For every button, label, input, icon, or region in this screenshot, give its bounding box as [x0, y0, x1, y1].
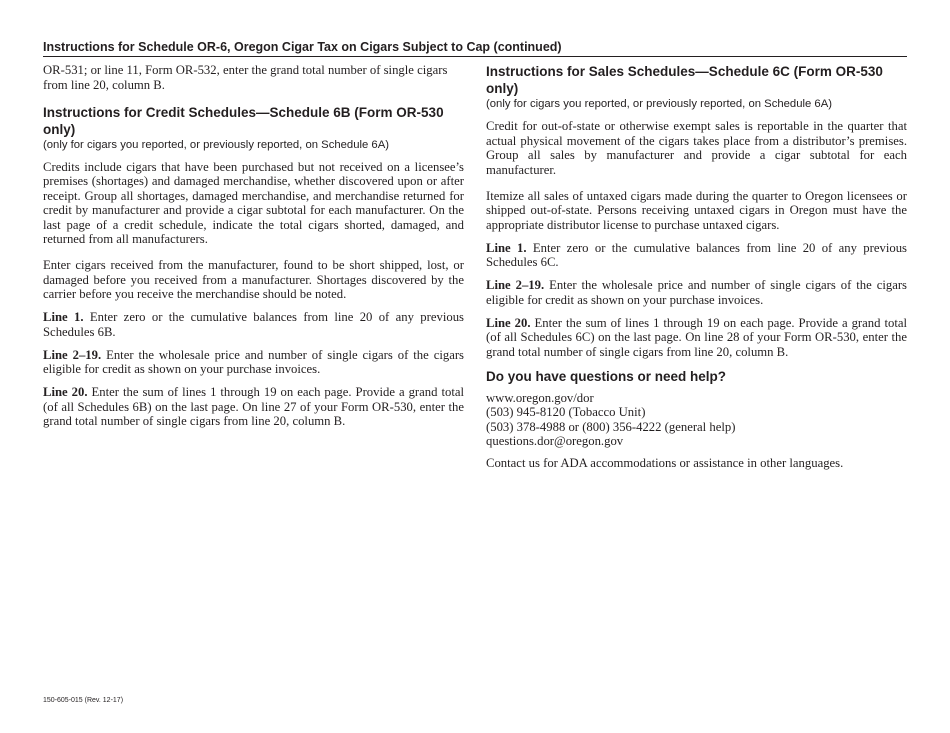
continuation-paragraph: OR-531; or line 11, Form OR-532, enter the grand total number of single cigars from line 20, column B. — [43, 63, 448, 92]
line-text: Enter the wholesale price and number of single cigars of the cigars eligible for credit as shown on your purchase invoices. — [486, 278, 907, 307]
page-header-title: Instructions for Schedule OR-6, Oregon Cigar Tax on Cigars Subject to Cap (continued) — [43, 40, 907, 57]
line-label: Line 20. — [43, 385, 88, 399]
line-text: Enter zero or the cumulative balances from line 20 of any previous Schedules 6B. — [43, 310, 464, 339]
line-text: Enter the wholesale price and number of single cigars of the cigars eligible for credit as shown on your purchase invoices. — [43, 347, 464, 376]
credit-line-1 — [43, 310, 464, 339]
credit-schedules-heading: Instructions for Credit Schedules—Schedule 6B (Form OR-530 only) — [43, 104, 444, 137]
line-text: Enter the sum of lines 1 through 19 on each page. Provide a grand total (of all Schedules 6B) on the last page. On line 27 of your Form OR-530, enter the grand total number of single cigars from line 20, column B. — [43, 385, 464, 428]
sales-schedules-heading: Instructions for Sales Schedules—Schedule 6C (Form OR-530 only) — [486, 64, 883, 96]
sales-paragraph-1: Credit for out-of-state or otherwise exempt sales is reportable in the quarter that actual physical movement of the cigars takes place from a distributor’s premises. Group all sales by manufacturer and provide a cigar subtotal for each manufacturer. — [486, 119, 907, 177]
phone-tobacco-unit: (503) 945-8120 (Tobacco Unit) — [486, 405, 646, 419]
email-link[interactable]: questions.dor@oregon.gov — [486, 434, 624, 448]
line-label: Line 20. — [486, 315, 531, 330]
credit-line-2-19 — [43, 348, 464, 377]
credit-paragraph-2: Enter cigars received from the manufacturer, found to be short shipped, lost, or damaged before you received from a manufacturer. Shortages discovered by the carrier before you receive the merchandise should be noted. — [43, 258, 464, 301]
contact-block — [486, 391, 907, 449]
sales-schedules-subheading: (only for cigars you reported, or previously reported, on Schedule 6A) — [486, 98, 832, 110]
website-link[interactable]: www.oregon.gov/dor — [486, 390, 594, 405]
credit-paragraph-1: Credits include cigars that have been purchased but not received on a licensee’s premises (shortages) and damaged merchandise, whether discovered upon or after receipt. Group all shortages, damaged merchandise, and merchandise returned for credit by manufacturer and provide a cigar subtotal for each manufacturer. On the last page of a credit schedule, indicate the total cigars shorted, damaged, and returned from all manufacturers. — [43, 159, 464, 246]
credit-schedules-subheading: (only for cigars you reported, or previously reported, on Schedule 6A) — [43, 138, 389, 151]
line-label: Line 1. — [486, 240, 527, 255]
sales-line-1 — [486, 241, 907, 270]
line-label: Line 2–19. — [486, 278, 545, 292]
line-label: Line 2–19. — [43, 347, 102, 362]
line-text: Enter the sum of lines 1 through 19 on each page. Provide a grand total (of all Schedules 6C) on the last page. On line 28 of your Form OR-530, enter the grand total number of single cigars from line 20, column B. — [486, 315, 907, 359]
left-column — [43, 63, 464, 437]
sales-paragraph-2: Itemize all sales of untaxed cigars made during the quarter to Oregon licensees or shipped out-of-state. Persons receiving untaxed cigars in Oregon must have the appropriate distributor license to purchase untaxed cigars. — [486, 188, 907, 232]
ada-note: Contact us for ADA accommodations or assistance in other languages. — [486, 455, 844, 470]
sales-line-2-19 — [486, 278, 907, 307]
credit-line-20 — [43, 385, 464, 429]
help-heading: Do you have questions or need help? — [486, 368, 727, 384]
form-number: 150-605-015 (Rev. 12-17) — [43, 697, 124, 704]
line-label: Line 1. — [43, 310, 84, 324]
line-text: Enter zero or the cumulative balances from line 20 of any previous Schedules 6C. — [486, 240, 907, 269]
right-column — [486, 63, 907, 479]
phone-general-help: (503) 378-4988 or (800) 356-4222 (general help) — [486, 419, 736, 434]
sales-line-20 — [486, 316, 907, 360]
